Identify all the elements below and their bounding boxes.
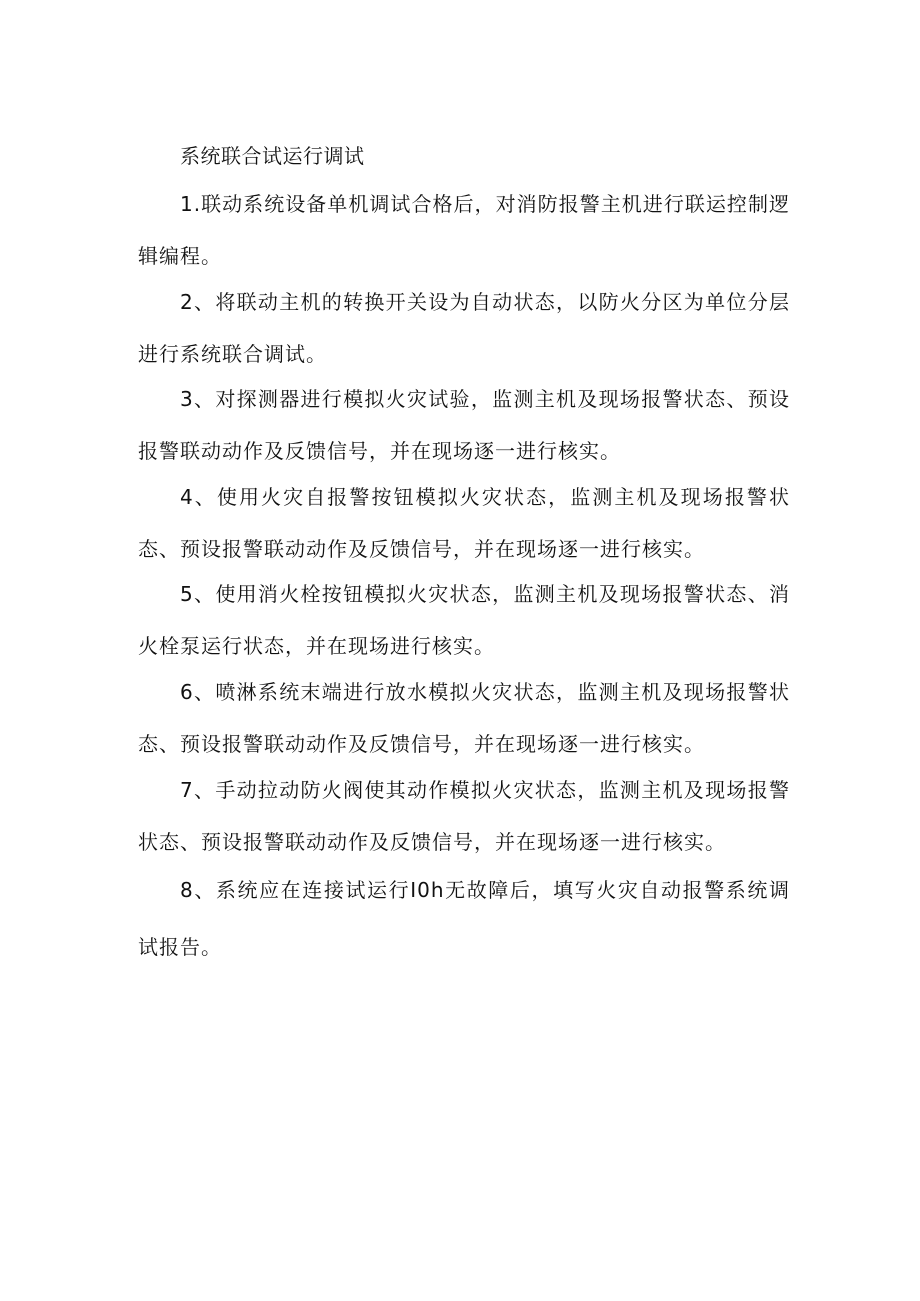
- paragraph-3: 3、对探测器进行模拟火灾试验，监测主机及现场报警状态、预设报警联动动作及反馈信号，并在现场逐一进行核实。: [138, 387, 790, 463]
- paragraph-8: 8、系统应在连接试运行I0h无故障后，填写火灾自动报警系统调试报告。: [138, 878, 790, 959]
- paragraph-1: 1.联动系统设备单机调试合格后，对消防报警主机进行联运控制逻辑编程。: [138, 192, 790, 268]
- paragraph-7: 7、手动拉动防火阀使其动作模拟火灾状态，监测主机及现场报警状态、预设报警联动动作及反馈信号，并在现场逐一进行核实。: [138, 778, 790, 854]
- paragraph-6: 6、喷淋系统末端进行放水模拟火灾状态，监测主机及现场报警状态、预设报警联动动作及反馈信号，并在现场逐一进行核实。: [138, 680, 790, 756]
- paragraph-4: 4、使用火灾自报警按钮模拟火灾状态，监测主机及现场报警状态、预设报警联动动作及反馈信号，并在现场逐一进行核实。: [138, 485, 790, 561]
- paragraph-2: 2、将联动主机的转换开关设为自动状态，以防火分区为单位分层进行系统联合调试。: [138, 290, 790, 366]
- document-title: 系统联合试运行调试: [180, 144, 365, 168]
- paragraph-5: 5、使用消火栓按钮模拟火灾状态，监测主机及现场报警状态、消火栓泵运行状态，并在现场进行核实。: [138, 582, 790, 658]
